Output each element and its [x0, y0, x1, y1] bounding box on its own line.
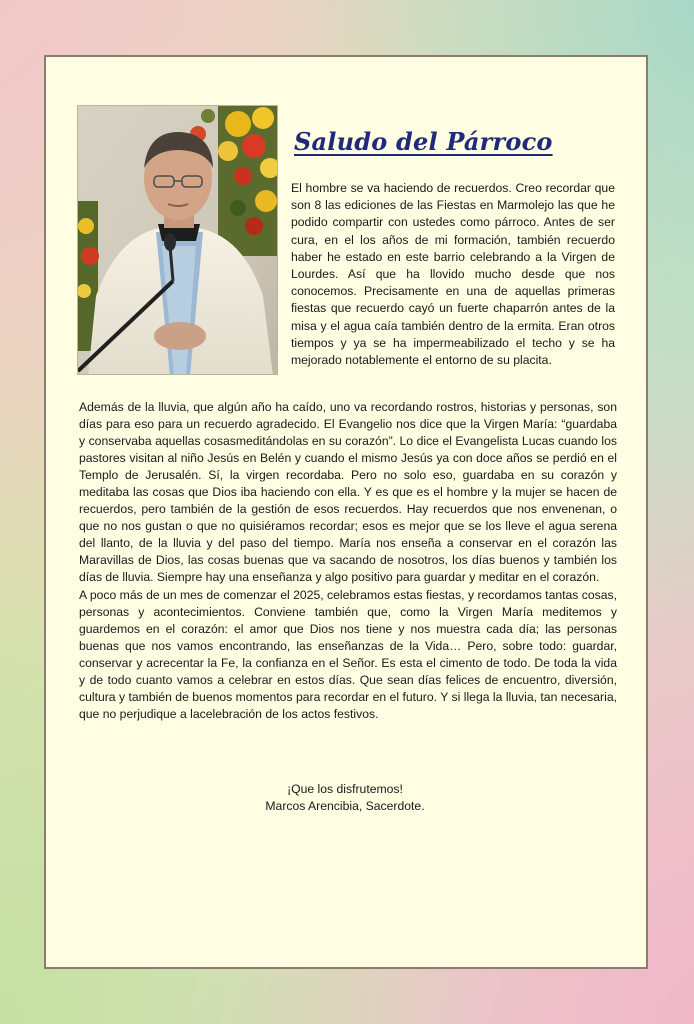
body-paragraph: A poco más de un mes de comenzar el 2025, celebramos estas fiestas, y recordamos tantas cosas, personas y acontecimientos. Conviene también que, como la Virgen María meditemos y guardemos en el corazón: el amor que Dios nos tiene y nos muestra cada día; las personas buenas que nos vamos encontrando, las enseñanzas de la Vida… Pero, sobre todo: guardar, conservar y acrecentar la Fe, la confianza en el Señor. Es esta el cimento de todo. De toda la vida y de todo cuanto vamos a celebrar en estos días. Que sean días felices de encuentro, diversión, cultura y también de buenos momentos para recordar en el futuro. Y si llega la lluvia, tan necesaria, que no perjudique a lacelebración de los actos festivos. — [79, 587, 617, 721]
page-title: Saludo del Párroco — [294, 127, 553, 156]
priest-photo — [77, 105, 278, 375]
signature: Marcos Arencibia, Sacerdote. — [265, 799, 425, 813]
closing-line: ¡Que los disfrutemos! — [287, 782, 403, 796]
article-body — [79, 399, 617, 723]
closing-block — [79, 781, 617, 815]
intro-paragraph: El hombre se va haciendo de recuerdos. Creo recordar que son 8 las ediciones de las Fiestas en Marmolejo las que he podido compartir con ustedes como párroco. Antes de ser cura, en el los años de mi formación, también recuerdo haber he estado en este barrio celebrando a la Virgen de Lourdes. Así que ha llovido mucho desde que nos conocemos. Precisamente en una de aquellas primeras fiestas que recuerdo cayó un fuerte chaparrón antes de la misa y el agua caía también dentro de la ermita. Eran otros tiempos y ya se ha impermeabilizado el techo y se ha mejorado notablemente el entorno de su placita. — [291, 181, 615, 368]
article-panel — [44, 55, 648, 969]
body-paragraph: Además de la lluvia, que algún año ha caído, uno va recordando rostros, historias y personas, son días para eso para un recuerdo agradecido. El Evangelio nos dice que la Virgen María: “guardaba y conservaba aquellas cosasmeditándolas en su corazón”. Lo dice el Evangelista Lucas cuando los pastores visitan al niño Jesús en Belén y cuando el mismo Jesús ya con doce años se perdió en el Templo de Jerusalén. Sí, la virgen recordaba. Pero no solo eso, guardaba en su corazón y meditaba las cosas que Dios iba haciendo con ella. Y es que es el hombre y la mujer se hacen de recuerdos, pero también de la gestión de esos recuerdos. Hay recuerdos que nos envenenan, o que no nos gustan o que no quisiéramos recordar; esos es mejor que se los lleve el agua serena del llanto, de la lluvia y del paso del tiempo. María nos enseña a conservar en el corazón las Maravillas de Dios, las cosas buenas que va sacando de nosotros, los días buenos y también los días de lluvia. Siempre hay una enseñanza y algo positivo para guardar y meditar en el corazón. — [79, 400, 617, 585]
